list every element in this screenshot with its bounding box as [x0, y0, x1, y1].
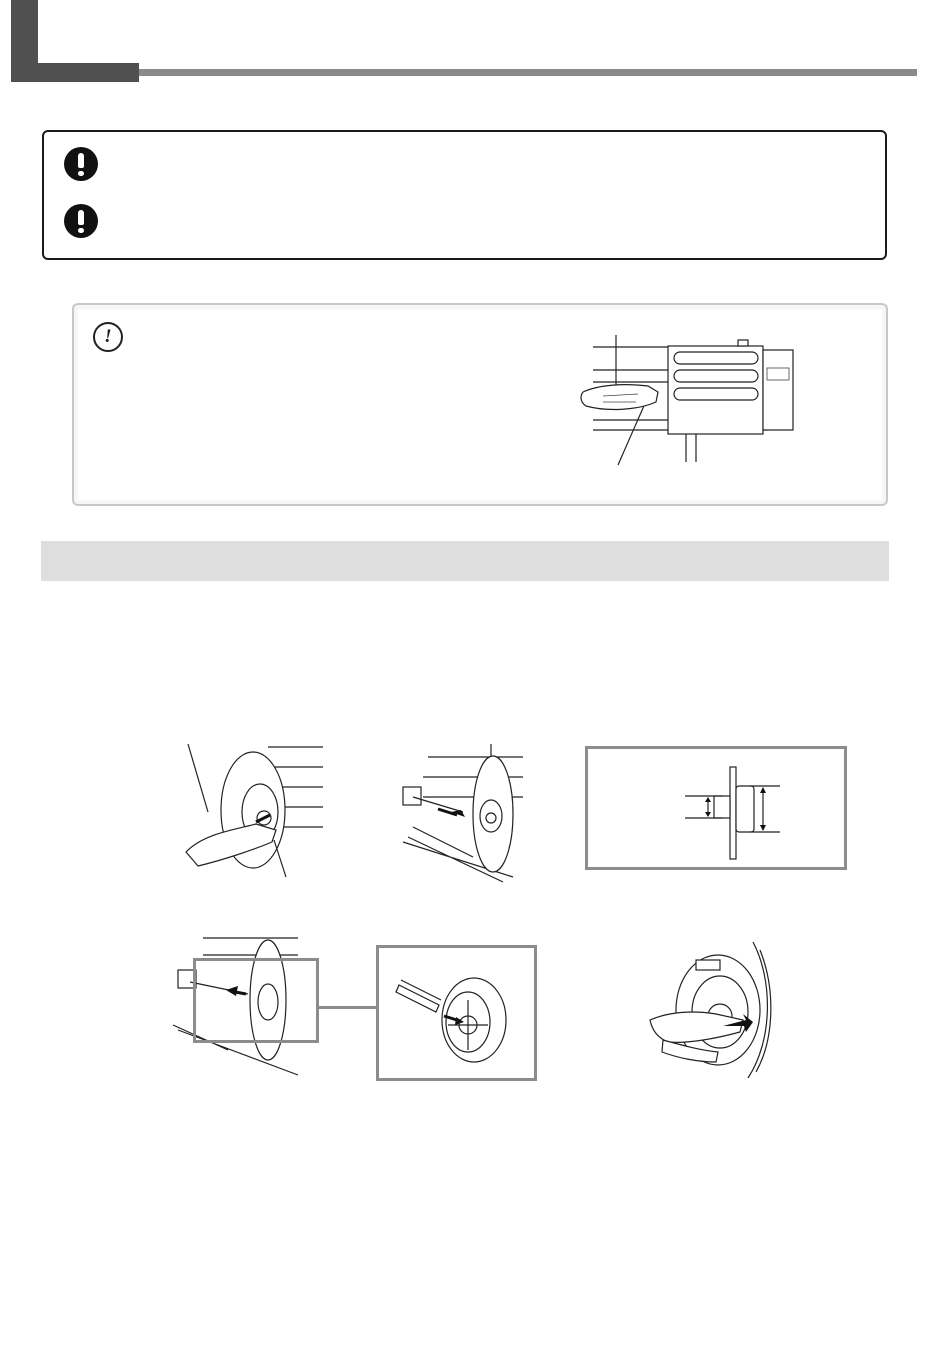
- hand-removing-flange-illustration: [178, 742, 328, 882]
- exclamation-note-icon: !: [93, 322, 123, 352]
- exclamation-mandatory-icon: [64, 204, 98, 238]
- flange-slide-illustration: [393, 742, 528, 887]
- chapter-tab-foot: [11, 63, 139, 82]
- section-heading-band: [41, 541, 889, 581]
- detail-connector-line: [319, 1006, 377, 1009]
- exclamation-mandatory-icon: [64, 147, 98, 181]
- detail-highlight-frame: [193, 958, 319, 1043]
- flange-detail-zoom: [396, 970, 521, 1070]
- printer-with-hand-illustration: [578, 330, 808, 465]
- hand-locking-flange-illustration: [648, 940, 778, 1080]
- flange-dimension-diagram: [675, 762, 795, 862]
- caution-box: [42, 130, 887, 260]
- header-rule: [139, 69, 917, 76]
